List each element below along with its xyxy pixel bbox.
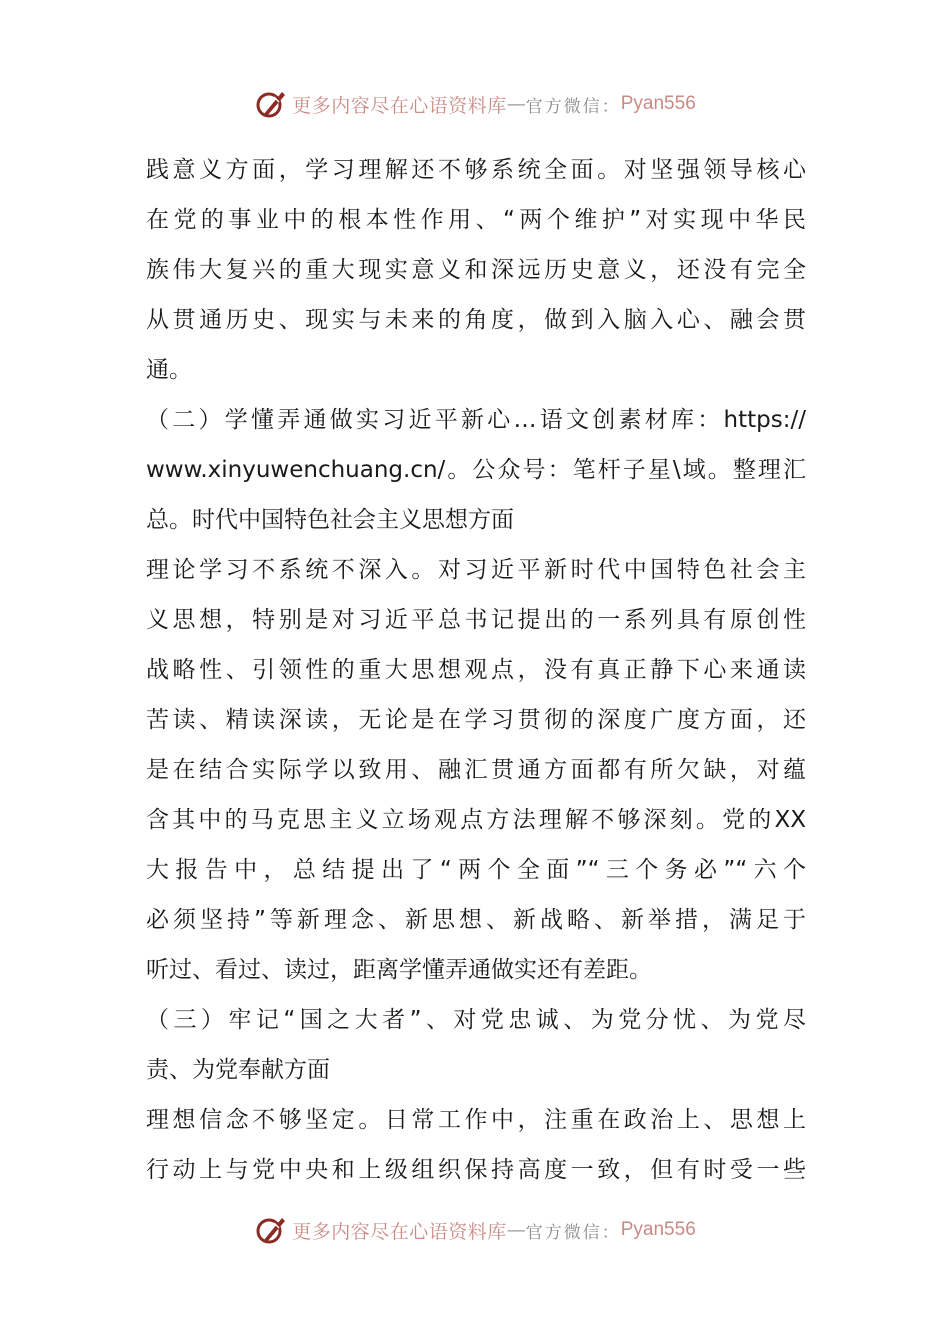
text-line: 必须坚持”等新理念、新思想、新战略、新举措，满足于 [146,907,806,933]
footer-banner [0,1210,950,1250]
banner-wechat-handle: Pyan556 [620,1219,696,1240]
header-banner [0,84,950,124]
text-line: 通。 [146,357,192,383]
text-line: 大报告中，总结提出了“两个全面”“三个务必”“六个 [146,857,806,883]
section-heading-line: 责、为党奉献方面 [146,1057,330,1083]
text-line: 理论学习不系统不深入。对习近平新时代中国特色社会主 [146,557,806,583]
quill-logo-icon [254,87,288,121]
text-line: 族伟大复兴的重大现实意义和深远历史意义，还没有完全 [146,257,806,283]
text-line: 在党的事业中的根本性作用、“两个维护”对实现中华民 [146,207,806,233]
section-heading-line: （二）学懂弄通做实习近平新心…语文创素材库：https:// [146,407,806,433]
text-line: 从贯通历史、现实与未来的角度，做到入脑入心、融会贯 [146,307,806,333]
text-line: 是在结合实际学以致用、融汇贯通方面都有所欠缺，对蕴 [146,757,806,783]
text-line: 义思想，特别是对习近平总书记提出的一系列具有原创性 [146,607,806,633]
banner-wechat-label: 官方微信： [525,96,621,117]
text-line: 听过、看过、读过，距离学懂弄通做实还有差距。 [146,957,652,983]
text-line: 理想信念不够坚定。日常工作中，注重在政治上、思想上 [146,1107,806,1133]
document-body [146,145,806,1195]
banner-title: 更多内容尽在心语资料库 [292,1220,507,1243]
banner-wechat-handle: Pyan556 [620,93,696,114]
text-line: 践意义方面，学习理解还不够系统全面。对坚强领导核心 [146,157,806,183]
quill-logo-icon [254,1213,288,1247]
banner-separator: — [506,1219,526,1241]
banner-title: 更多内容尽在心语资料库 [292,94,507,117]
section-heading-line: 总。时代中国特色社会主义思想方面 [146,507,514,533]
text-line: 行动上与党中央和上级组织保持高度一致，但有时受一些 [146,1157,806,1183]
text-line: 战略性、引领性的重大思想观点，没有真正静下心来通读 [146,657,806,683]
banner-separator: — [506,93,526,115]
text-line: 苦读、精读深读，无论是在学习贯彻的深度广度方面，还 [146,707,806,733]
text-line: 含其中的马克思主义立场观点方法理解不够深刻。党的XX [146,807,806,833]
section-heading-line: （三）牢记“国之大者”、对党忠诚、为党分忧、为党尽 [146,1007,806,1033]
section-heading-line: www.xinyuwenchuang.cn/。公众号：笔杆子星\域。整理汇 [146,457,806,483]
banner-wechat-label: 官方微信： [525,1222,621,1243]
